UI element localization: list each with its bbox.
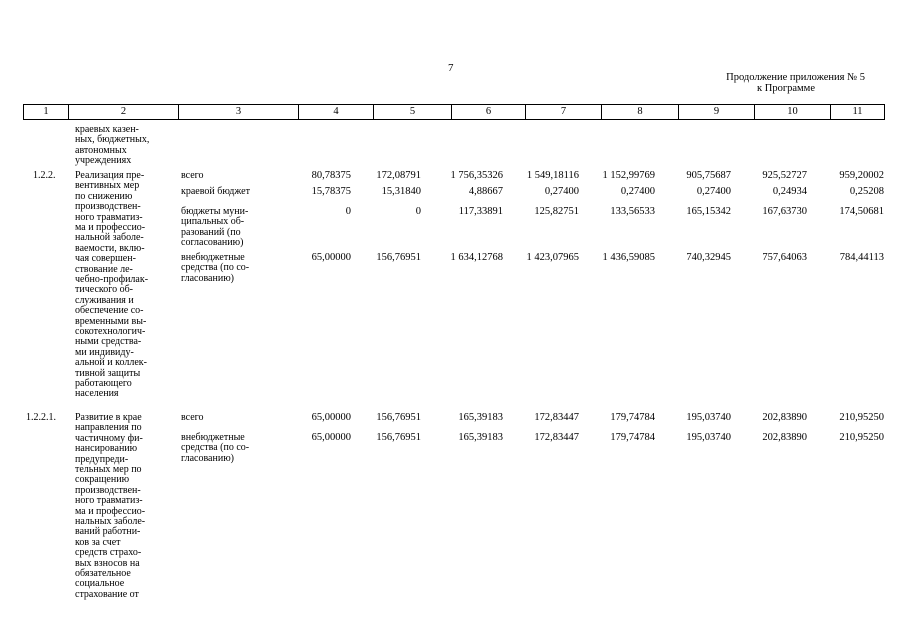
row-name-line: страхование от [75,588,139,600]
row-name-line: нальной заболе- [75,232,144,244]
row-name-line: ного травматиз- [75,211,143,223]
cell-value: 165,39183 [458,432,503,443]
column-header-5: 5 [374,105,452,120]
cell-value: 172,08791 [376,170,421,181]
cell-value: 0 [415,206,421,217]
row-code: 1.2.2. [33,170,56,181]
row-name-line: нальных заболе- [75,516,146,527]
cell-value: 0,24934 [772,186,807,197]
cell-value: 156,76951 [376,412,421,423]
row-name-line: ваемости, вклю- [75,242,145,254]
cell-value: 210,95250 [839,432,884,443]
row-name-line: ма и профессио- [75,505,146,517]
page-number: 7 [448,62,454,74]
column-header-row [23,104,885,120]
cell-value: 156,76951 [376,252,421,263]
cell-value: 202,83890 [762,412,807,423]
cell-value: 165,15342 [686,206,731,217]
cell-value: 1 423,07965 [526,252,579,263]
cell-value: 0,25208 [849,186,884,197]
column-header-10: 10 [755,105,831,120]
row-name-line: работающего [75,378,132,389]
row-name-line: тивной защиты [75,367,141,379]
column-header-2: 2 [69,105,179,120]
funding-source-label: средства (по со- [181,442,250,454]
row-name-line: ными средства- [75,336,142,348]
row-name-line: ма и профессио- [75,222,146,233]
cell-value: 165,39183 [458,412,503,423]
column-header-6: 6 [452,105,526,120]
cell-value: 959,20002 [839,170,884,181]
row-name-line: чебно-профилак- [75,274,149,285]
cell-value: 784,44113 [839,252,884,263]
cell-value: 156,76951 [376,432,421,443]
continuation-name-line: краевых казен- [75,124,139,135]
cell-value: 757,64063 [762,252,807,263]
cell-value: 202,83890 [762,432,807,443]
funding-source-label: бюджеты муни- [181,206,249,217]
row-name-line: средств страхо- [75,547,142,559]
appendix-line-2: к Программе [757,83,815,94]
cell-value: 1 634,12768 [450,252,503,263]
cell-value: 740,32945 [686,252,731,263]
column-header-9: 9 [679,105,755,120]
cell-value: 1 152,99769 [602,170,655,181]
cell-value: 117,33891 [458,206,503,217]
cell-value: 179,74784 [610,412,655,423]
row-name-line: частичному фи- [75,432,143,444]
cell-value: 172,83447 [534,432,579,443]
row-name-line: тического об- [75,284,133,296]
cell-value: 905,75687 [686,170,731,181]
row-name-line: альной и коллек- [75,357,147,369]
funding-source-label: средства (по со- [181,262,250,274]
row-name-line: тельных мер по [75,464,142,475]
row-name-line: населения [75,388,119,400]
funding-source-label: краевой бюджет [181,186,250,197]
cell-value: 15,31840 [381,186,421,197]
column-header-8: 8 [602,105,679,120]
cell-value: 65,00000 [311,432,351,443]
row-code: 1.2.2.1. [26,412,56,423]
funding-source-label: ципальных об- [181,216,245,228]
cell-value: 1 756,35326 [450,170,503,181]
row-name-line: вентивных мер [75,180,140,192]
row-name-line: обеспечение со- [75,305,144,317]
cell-value: 125,82751 [534,206,579,217]
column-header-1: 1 [24,105,69,120]
cell-value: 1 436,59085 [602,252,655,263]
row-name-line: служивания и [75,294,134,306]
cell-value: 195,03740 [686,432,731,443]
appendix-caption [620,72,865,94]
cell-value: 0 [345,206,351,217]
row-name-line: производствен- [75,484,141,496]
column-header-11: 11 [831,105,885,120]
row-name-line: сокращению [75,474,130,486]
cell-value: 65,00000 [311,412,351,423]
cell-value: 0,27400 [620,186,655,197]
row-name-line: ствование ле- [75,263,133,275]
appendix-line-1: Продолжение приложения № 5 [726,72,865,83]
cell-value: 133,56533 [610,206,655,217]
row-name-line: Развитие в крае [75,412,142,423]
cell-value: 1 549,18116 [526,170,579,181]
cell-value: 179,74784 [610,432,655,443]
row-name-line: предупреди- [75,453,129,465]
cell-value: 210,95250 [839,412,884,423]
cell-value: 80,78375 [311,170,351,181]
continuation-name-line: учреждениях [75,155,132,167]
row-name-line: направления по [75,422,142,434]
funding-source-label: внебюджетные [181,252,245,263]
row-name-line: временными вы- [75,315,147,327]
row-name-line: сокотехнологич- [75,326,146,337]
continuation-name-line: ных, бюджетных, [75,134,150,146]
row-name-line: ваний работни- [75,526,141,538]
row-name-line: по снижению [75,190,133,202]
row-name-line: чая совершен- [75,253,136,265]
funding-source-label: гласованию) [181,452,234,464]
cell-value: 172,83447 [534,412,579,423]
row-name-line: социальное [75,578,125,590]
cell-value: 15,78375 [311,186,351,197]
cell-value: 195,03740 [686,412,731,423]
continuation-name-line: автономных [75,144,127,156]
funding-source-label: всего [181,170,204,181]
row-name-line: обязательное [75,568,131,579]
row-name-line: ми индивиду- [75,346,134,358]
column-header-3: 3 [179,105,299,120]
column-header-4: 4 [299,105,374,120]
row-name-line: ков за счет [75,536,121,548]
row-name-line: вых взносов на [75,557,140,569]
funding-source-label: согласованию) [181,237,244,249]
row-name-line: нансированию [75,443,138,455]
funding-source-label: всего [181,412,204,423]
column-header-7: 7 [526,105,602,120]
cell-value: 65,00000 [311,252,351,263]
cell-value: 0,27400 [696,186,731,197]
cell-value: 0,27400 [544,186,579,197]
funding-source-label: разований (по [181,226,241,238]
funding-source-label: гласованию) [181,272,234,284]
row-name-line: ного травматиз- [75,495,143,507]
funding-source-label: внебюджетные [181,432,245,443]
cell-value: 4,88667 [468,186,503,197]
cell-value: 925,52727 [762,170,807,181]
cell-value: 174,50681 [839,206,884,217]
row-name-line: производствен- [75,201,141,213]
row-name-line: Реализация пре- [75,170,145,181]
cell-value: 167,63730 [762,206,807,217]
